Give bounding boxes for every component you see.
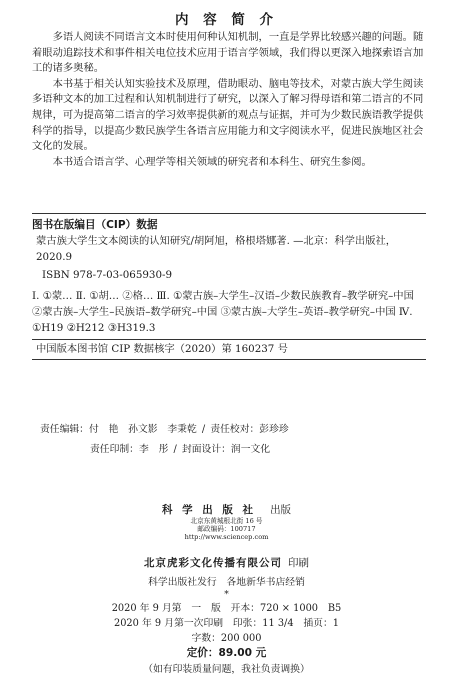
cip-number: 中国版本图书馆 CIP 数据核字（2020）第 160237 号 xyxy=(36,343,288,355)
print-supervisor-label: 责任印制： xyxy=(90,444,139,455)
cip-data-block xyxy=(32,217,426,360)
staff-line-printing xyxy=(0,441,453,455)
editor-names: 付 艳 孙文影 李秉乾 xyxy=(88,424,197,435)
cip-top-rule xyxy=(32,213,426,214)
cip-classification: Ⅰ. ①蒙… Ⅱ. ①胡… ②格… Ⅲ. ①蒙古族–大学生–汉语–少数民族教育–教学研究–中国 ②蒙古族–大学生–民族语–数学研究–中国 ③蒙古族–大学生–英语–教学研究–中国 Ⅳ. ①H19 ②H212 ③H319.3 xyxy=(32,290,414,334)
printer-line xyxy=(0,555,453,570)
publisher-line xyxy=(0,502,453,517)
quality-notice: （如有印装质量问题，我社负责调换） xyxy=(143,664,310,675)
publisher-website: http://www.sciencep.com xyxy=(184,533,269,541)
publisher-address: 北京东黄城根北街 16 号 xyxy=(190,517,263,525)
cover-design-label: 封面设计： xyxy=(181,444,231,455)
summary-paragraph-2: 本书基于相关认知实验技术及原理，借助眼动、脑电等技术，对蒙古族大学生阅读多语种文本的加工过程和认知机制进行了研究，以深入了解习得母语和第二语言的不同规律，可为提高第二语言的学习效率提供新的观点与证据，并可为少数民族语教学提供科学的指导，以提高少数民族学生各语言应用能力和文字阅读水平，促进民族地区社会文化的发展。 xyxy=(32,77,424,153)
printer-role: 印刷 xyxy=(288,557,309,569)
price-label: 定价： xyxy=(186,647,219,659)
divider-star: * xyxy=(224,590,229,600)
summary-body xyxy=(32,30,424,170)
cip-book-line: 蒙古族大学生文本阅读的认知研究/胡阿旭，格根塔娜著. —北京：科学出版社，2020.9 xyxy=(36,235,397,263)
printing-line: 2020 年 9 月第一次印刷 印张：11 3/4 插页：1 xyxy=(113,618,340,629)
cover-design-name: 润一文化 xyxy=(230,444,271,455)
staff-line-editors xyxy=(0,421,453,435)
proofreader-label: 责任校对： xyxy=(210,424,260,435)
word-count: 字数：200 000 xyxy=(191,633,262,644)
staff-separator-2: / xyxy=(173,444,177,455)
editor-label: 责任编辑： xyxy=(40,424,89,435)
staff-separator-1: / xyxy=(201,424,206,435)
cip-isbn: ISBN 978-7-03-065930-9 xyxy=(42,269,173,281)
print-supervisor-name: 李 彤 xyxy=(138,444,169,455)
summary-paragraph-1: 多语人阅读不同语言文本时使用何种认知机制，一直是学界比较感兴趣的问题。随着眼动追踪技术和事件相关电位技术应用于语言学领域，我们得以更深入地探索语言加工的诸多奥秘。 xyxy=(32,31,424,75)
printer-name: 北京虎彩文化传播有限公司 xyxy=(144,557,282,569)
summary-paragraph-3: 本书适合语言学、心理学等相关领域的研究者和本科生、研究生参阅。 xyxy=(52,155,372,168)
publisher-postcode: 邮政编码：100717 xyxy=(197,525,256,533)
summary-title: 内 容 简 介 xyxy=(174,12,279,28)
cip-bottom-rule xyxy=(32,359,426,360)
cip-heading: 图书在版编目（CIP）数据 xyxy=(32,219,158,231)
price-value: 89.00 元 xyxy=(218,647,267,659)
proofreader-name: 彭珍珍 xyxy=(259,424,289,435)
publisher-name: 科 学 出 版 社 xyxy=(161,504,257,516)
cip-middle-rule xyxy=(32,339,426,340)
distribution-line: 科学出版社发行 各地新华书店经销 xyxy=(148,577,305,588)
edition-line: 2020 年 9 月第 一 版 开本：720 × 1000 B5 xyxy=(111,603,342,614)
price-line xyxy=(0,645,453,660)
publisher-role: 出版 xyxy=(270,504,292,516)
